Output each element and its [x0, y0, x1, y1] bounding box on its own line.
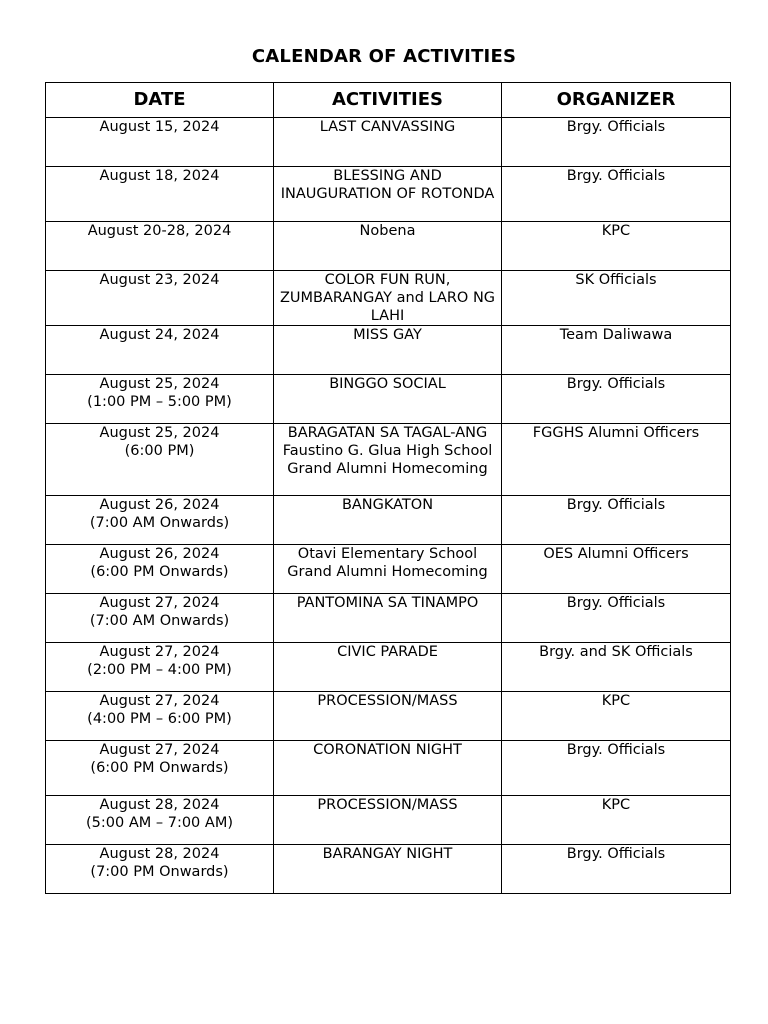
activity-cell: PROCESSION/MASS [274, 692, 502, 741]
activity-cell: LAST CANVASSING [274, 118, 502, 167]
date-cell [46, 845, 274, 894]
date-text: August 27, 2024 [99, 644, 220, 660]
organizer-cell: FGGHS Alumni Officers [502, 424, 731, 496]
table-row [46, 741, 731, 796]
table-header-row [46, 83, 731, 118]
date-cell [46, 222, 274, 271]
activity-cell: Otavi Elementary School Grand Alumni Homecoming [274, 545, 502, 594]
date-cell [46, 796, 274, 845]
activity-cell: BANGKATON [274, 496, 502, 545]
table-row [46, 692, 731, 741]
activity-cell: BLESSING AND INAUGURATION OF ROTONDA [274, 167, 502, 222]
date-text: August 26, 2024 [99, 497, 220, 513]
organizer-cell: Brgy. Officials [502, 496, 731, 545]
table-row [46, 424, 731, 496]
column-header-organizer: ORGANIZER [502, 83, 731, 118]
organizer-cell: Brgy. Officials [502, 167, 731, 222]
date-text: August 18, 2024 [99, 168, 220, 184]
organizer-cell: KPC [502, 692, 731, 741]
date-cell [46, 594, 274, 643]
table-row [46, 496, 731, 545]
time-text: (1:00 PM – 5:00 PM) [87, 394, 232, 410]
date-text: August 26, 2024 [99, 546, 220, 562]
time-text: (7:00 AM Onwards) [89, 613, 230, 629]
activities-table [45, 82, 731, 894]
time-text: (4:00 PM – 6:00 PM) [87, 711, 232, 727]
date-cell [46, 692, 274, 741]
activity-cell: BARAGATAN SA TAGAL-ANG Faustino G. Glua High School Grand Alumni Homecoming [274, 424, 502, 496]
organizer-cell: Brgy. Officials [502, 741, 731, 796]
date-cell [46, 741, 274, 796]
date-text: August 28, 2024 [99, 797, 220, 813]
date-text: August 23, 2024 [99, 272, 220, 288]
date-cell [46, 118, 274, 167]
organizer-cell: Team Daliwawa [502, 326, 731, 375]
date-cell [46, 496, 274, 545]
organizer-cell: Brgy. Officials [502, 845, 731, 894]
table-row [46, 222, 731, 271]
time-text: (5:00 AM – 7:00 AM) [86, 815, 233, 831]
date-text: August 24, 2024 [99, 327, 220, 343]
activity-cell: BARANGAY NIGHT [274, 845, 502, 894]
activity-cell: MISS GAY [274, 326, 502, 375]
activity-cell: CIVIC PARADE [274, 643, 502, 692]
date-cell [46, 326, 274, 375]
date-cell [46, 167, 274, 222]
table-row [46, 375, 731, 424]
table-row [46, 594, 731, 643]
date-text: August 27, 2024 [99, 595, 220, 611]
time-text: (6:00 PM Onwards) [90, 564, 229, 580]
organizer-cell: Brgy. Officials [502, 118, 731, 167]
table-row [46, 118, 731, 167]
table-row [46, 545, 731, 594]
activity-cell: PANTOMINA SA TINAMPO [274, 594, 502, 643]
time-text: (2:00 PM – 4:00 PM) [87, 662, 232, 678]
date-cell [46, 375, 274, 424]
table-row [46, 643, 731, 692]
activity-cell: CORONATION NIGHT [274, 741, 502, 796]
date-cell [46, 643, 274, 692]
activity-cell: Nobena [274, 222, 502, 271]
activity-cell: PROCESSION/MASS [274, 796, 502, 845]
organizer-cell: OES Alumni Officers [502, 545, 731, 594]
date-text: August 27, 2024 [99, 742, 220, 758]
organizer-cell: KPC [502, 222, 731, 271]
table-row [46, 796, 731, 845]
activity-cell: COLOR FUN RUN, ZUMBARANGAY and LARO NG LAHI [274, 271, 502, 326]
column-header-date: DATE [46, 83, 274, 118]
page-title: CALENDAR OF ACTIVITIES [251, 46, 517, 67]
date-cell [46, 424, 274, 496]
column-header-activities: ACTIVITIES [274, 83, 502, 118]
organizer-cell: Brgy. Officials [502, 375, 731, 424]
date-text: August 15, 2024 [99, 119, 220, 135]
date-cell [46, 271, 274, 326]
time-text: (7:00 AM Onwards) [89, 515, 230, 531]
date-text: August 25, 2024 [99, 376, 220, 392]
organizer-cell: Brgy. Officials [502, 594, 731, 643]
date-text: August 20-28, 2024 [87, 223, 232, 239]
table-row [46, 845, 731, 894]
table-row [46, 271, 731, 326]
time-text: (7:00 PM Onwards) [90, 864, 229, 880]
organizer-cell: SK Officials [502, 271, 731, 326]
organizer-cell: KPC [502, 796, 731, 845]
date-text: August 25, 2024 [99, 425, 220, 441]
date-text: August 28, 2024 [99, 846, 220, 862]
activity-cell: BINGGO SOCIAL [274, 375, 502, 424]
time-text: (6:00 PM) [124, 443, 195, 459]
date-text: August 27, 2024 [99, 693, 220, 709]
table-row [46, 167, 731, 222]
organizer-cell: Brgy. and SK Officials [502, 643, 731, 692]
table-row [46, 326, 731, 375]
date-cell [46, 545, 274, 594]
time-text: (6:00 PM Onwards) [90, 760, 229, 776]
